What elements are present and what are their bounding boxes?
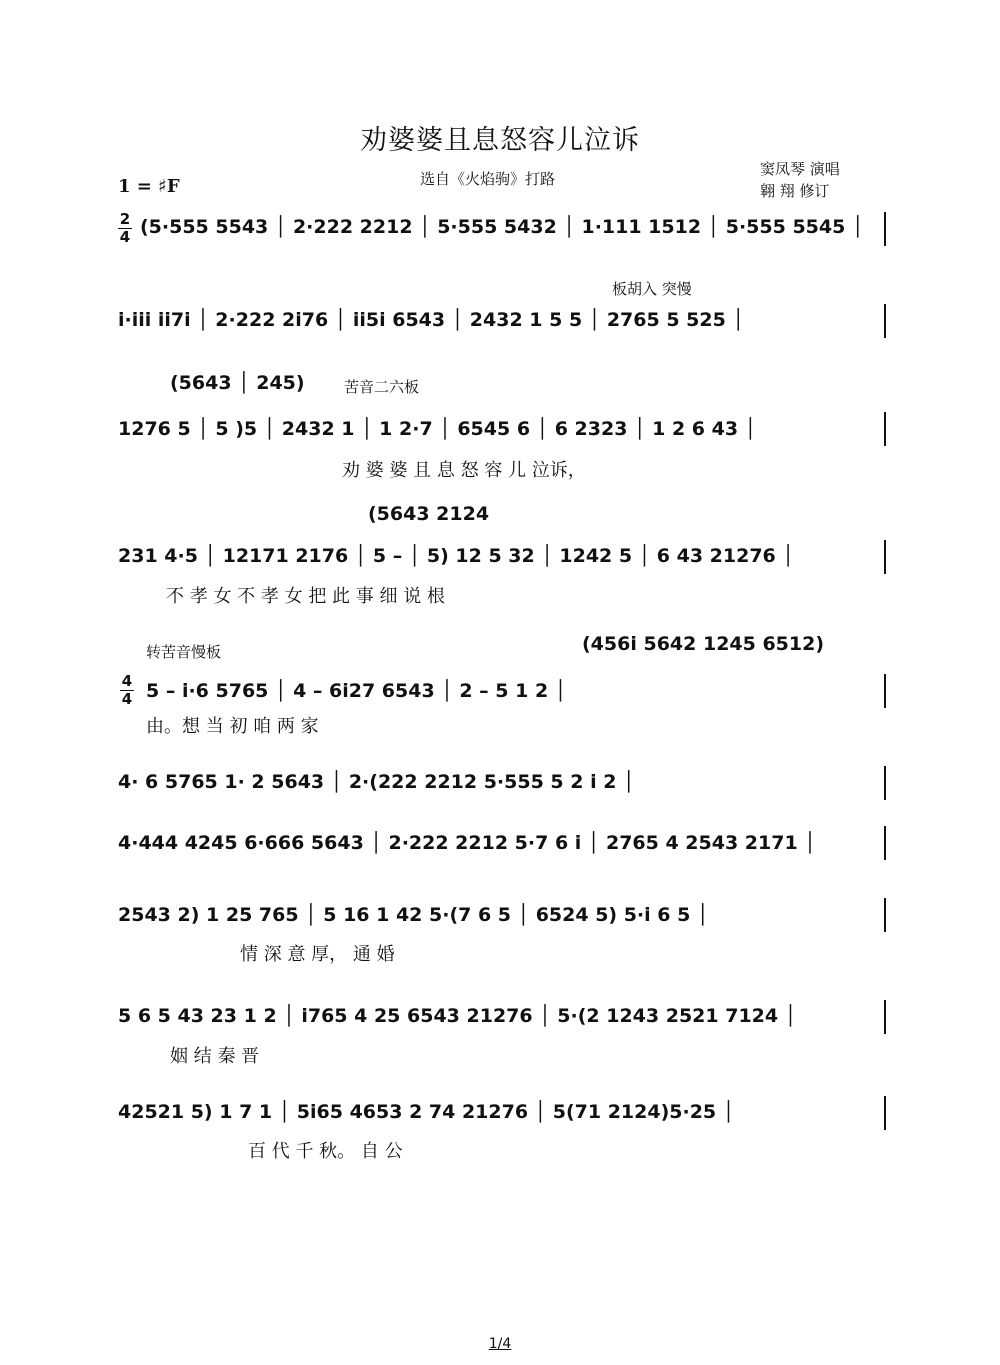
system-5-lyrics: 由。想 当 初 咱 两 家 (146, 716, 319, 737)
end-barline-4 (884, 540, 886, 574)
time-signature-denominator: 4 (121, 690, 133, 708)
annotation-banhu: 板胡入 突慢 (612, 280, 692, 298)
system-3-upper: (5643 │ 245) (170, 372, 305, 394)
system-2-notes: i·iii ii7i │ 2·222 2i76 │ ii5i 6543 │ 2432 1 5 5 │ 2765 5 525 │ (118, 309, 744, 331)
annotation-kuyin-erliu: 苦音二六板 (344, 378, 420, 396)
end-barline-2 (884, 304, 886, 338)
system-3-notes: 1276 5 │ 5 )5 │ 2432 1 │ 1 2·7 │ 6545 6 │ 6 2323 │ 1 2 6 43 │ (118, 418, 757, 440)
system-4-upper: (5643 2124 (368, 503, 490, 525)
page-number-text: 1/4 (488, 1336, 512, 1352)
end-barline-6 (884, 766, 886, 800)
system-8-lyrics: 情 深 意 厚， 通 婚 (240, 944, 395, 965)
key-signature: 1 = ♯F (118, 176, 180, 197)
end-barline-9 (884, 1000, 886, 1034)
system-9-notes: 5 6 5 43 23 1 2 │ i765 4 25 6543 21276 │ 5·(2 1243 2521 7124 │ (118, 1005, 797, 1027)
annotation-zhuan-kuyin: 转苦音慢板 (146, 643, 222, 661)
end-barline-5 (884, 674, 886, 708)
source-note: 选自《火焰驹》打路 (420, 170, 556, 188)
time-signature-numerator: 2 (119, 210, 131, 228)
page-number (0, 1336, 1000, 1352)
system-5-upper: (456i 5642 1245 6512) (582, 633, 825, 655)
system-4-lyrics: 不 孝 女 不 孝 女 把 此 事 细 说 根 (166, 586, 445, 607)
end-barline-3 (884, 412, 886, 446)
system-4-notes: 231 4·5 │ 12171 2176 │ 5 – │ 5) 12 5 32 │ 1242 5 │ 6 43 21276 │ (118, 545, 794, 567)
time-signature-denominator: 4 (119, 228, 131, 246)
end-barline-8 (884, 898, 886, 932)
system-5-notes: 5 – i·6 5765 │ 4 – 6i27 6543 │ 2 – 5 1 2 │ (146, 680, 567, 702)
system-6-notes: 4· 6 5765 1· 2 5643 │ 2·(222 2212 5·555 5 2 i 2 │ (118, 771, 635, 793)
system-9-lyrics: 姻 结 秦 晋 (170, 1046, 260, 1067)
reviser-credit: 翱 翔 修订 (760, 182, 830, 200)
system-7-notes: 4·444 4245 6·666 5643 │ 2·222 2212 5·7 6 i │ 2765 4 2543 2171 │ (118, 832, 816, 854)
end-barline-7 (884, 826, 886, 860)
time-signature-2-4 (118, 212, 132, 245)
performer-credit: 窦凤琴 演唱 (760, 160, 840, 178)
system-8-notes: 2543 2) 1 25 765 │ 5 16 1 42 5·(7 6 5 │ 6524 5) 5·i 6 5 │ (118, 904, 709, 926)
system-10-lyrics: 百 代 千 秋。 自 公 (248, 1141, 403, 1162)
time-signature-4-4 (120, 674, 134, 707)
end-barline-10 (884, 1096, 886, 1130)
song-title: 劝婆婆且息怒容儿泣诉 (360, 125, 640, 156)
system-1-notes: (5·555 5543 │ 2·222 2212 │ 5·555 5432 │ 1·111 1512 │ 5·555 5545 │ (140, 216, 864, 238)
end-barline-1 (884, 212, 886, 246)
system-3-lyrics: 劝 婆 婆 且 息 怒 容 儿 泣诉， (342, 460, 586, 481)
time-signature-numerator: 4 (121, 672, 133, 690)
system-10-notes: 42521 5) 1 7 1 │ 5i65 4653 2 74 21276 │ 5(71 2124)5·25 │ (118, 1101, 735, 1123)
